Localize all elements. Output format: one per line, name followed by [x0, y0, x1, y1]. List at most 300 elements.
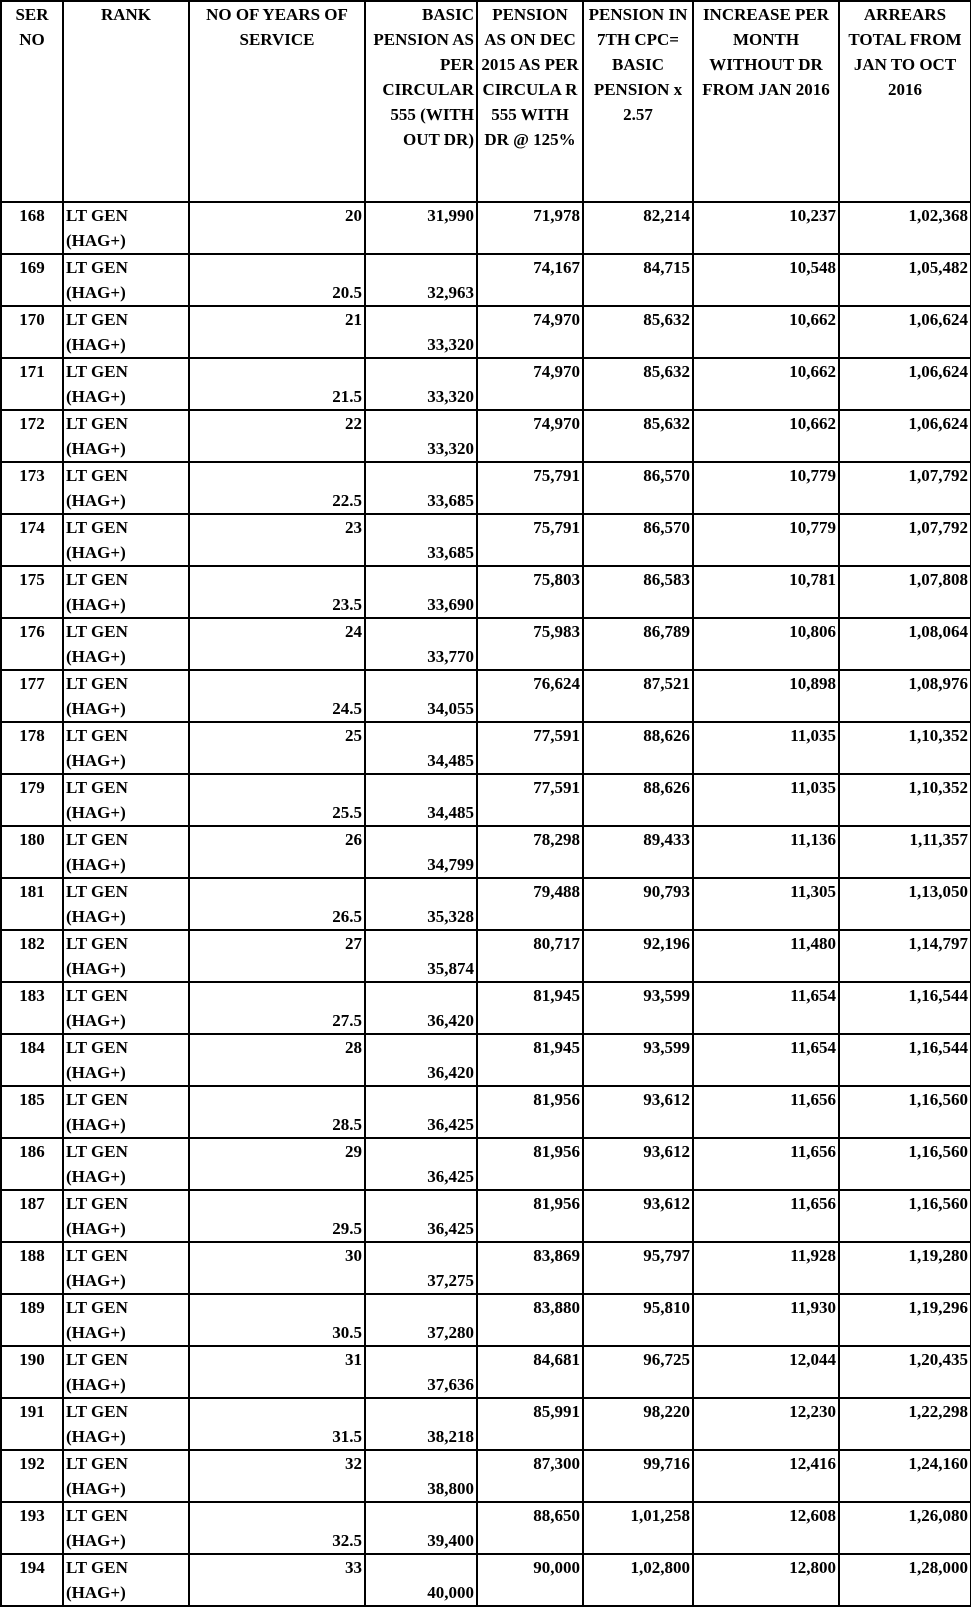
basic-pension-cell: 36,420 — [365, 982, 477, 1034]
pension-dec-2015-cell: 76,624 — [477, 670, 583, 722]
pension-dec-2015-cell: 84,681 — [477, 1346, 583, 1398]
ser-no-cell: 174 — [1, 514, 63, 566]
rank-line-1: LT GEN — [66, 882, 128, 901]
basic-pension-cell: 37,636 — [365, 1346, 477, 1398]
rank-cell — [63, 1190, 189, 1242]
arrears-total-cell: 1,24,160 — [839, 1450, 971, 1502]
ser-no-cell: 178 — [1, 722, 63, 774]
rank-line-1: LT GEN — [66, 622, 128, 641]
header-row — [1, 1, 971, 202]
ser-no-cell: 183 — [1, 982, 63, 1034]
increase-per-month-cell: 11,656 — [693, 1138, 839, 1190]
basic-pension-cell: 33,320 — [365, 306, 477, 358]
table-row — [1, 1242, 971, 1294]
rank-line-1: LT GEN — [66, 362, 128, 381]
ser-no-cell: 182 — [1, 930, 63, 982]
arrears-total-cell: 1,05,482 — [839, 254, 971, 306]
table-row — [1, 774, 971, 826]
increase-per-month-cell: 12,230 — [693, 1398, 839, 1450]
increase-per-month-cell: 11,654 — [693, 1034, 839, 1086]
rank-line-1: LT GEN — [66, 466, 128, 485]
header-basic-pension: BASIC PENSION AS PER CIRCULAR 555 (WITH OUT DR) — [365, 1, 477, 202]
table-row — [1, 358, 971, 410]
increase-per-month-cell: 11,930 — [693, 1294, 839, 1346]
rank-line-1: LT GEN — [66, 726, 128, 745]
rank-line-2: (HAG+) — [66, 1375, 126, 1394]
rank-line-1: LT GEN — [66, 674, 128, 693]
rank-line-2: (HAG+) — [66, 855, 126, 874]
pension-dec-2015-cell: 77,591 — [477, 774, 583, 826]
basic-pension-cell: 37,280 — [365, 1294, 477, 1346]
years-of-service-cell: 23 — [189, 514, 365, 566]
table-row — [1, 462, 971, 514]
basic-pension-cell: 31,990 — [365, 202, 477, 254]
basic-pension-cell: 37,275 — [365, 1242, 477, 1294]
rank-cell — [63, 1398, 189, 1450]
rank-cell — [63, 826, 189, 878]
rank-line-1: LT GEN — [66, 1558, 128, 1577]
table-row — [1, 1502, 971, 1554]
rank-line-1: LT GEN — [66, 778, 128, 797]
rank-line-2: (HAG+) — [66, 1271, 126, 1290]
pension-7th-cpc-cell: 93,599 — [583, 982, 693, 1034]
arrears-total-cell: 1,19,296 — [839, 1294, 971, 1346]
pension-dec-2015-cell: 87,300 — [477, 1450, 583, 1502]
years-of-service-cell: 21 — [189, 306, 365, 358]
rank-line-1: LT GEN — [66, 518, 128, 537]
rank-cell — [63, 878, 189, 930]
ser-no-cell: 192 — [1, 1450, 63, 1502]
rank-cell — [63, 982, 189, 1034]
table-row — [1, 1346, 971, 1398]
basic-pension-cell: 36,425 — [365, 1138, 477, 1190]
pension-7th-cpc-cell: 88,626 — [583, 774, 693, 826]
header-pension-dec-2015: PENSION AS ON DEC 2015 AS PER CIRCULA R 555 WITH DR @ 125% — [477, 1, 583, 202]
rank-cell — [63, 618, 189, 670]
rank-cell — [63, 306, 189, 358]
rank-cell — [63, 1086, 189, 1138]
increase-per-month-cell: 11,928 — [693, 1242, 839, 1294]
rank-line-1: LT GEN — [66, 986, 128, 1005]
pension-dec-2015-cell: 75,791 — [477, 514, 583, 566]
rank-cell — [63, 1554, 189, 1606]
table-row — [1, 514, 971, 566]
pension-dec-2015-cell: 81,956 — [477, 1138, 583, 1190]
pension-7th-cpc-cell: 86,583 — [583, 566, 693, 618]
pension-dec-2015-cell: 88,650 — [477, 1502, 583, 1554]
rank-line-1: LT GEN — [66, 310, 128, 329]
years-of-service-cell: 27.5 — [189, 982, 365, 1034]
ser-no-cell: 185 — [1, 1086, 63, 1138]
years-of-service-cell: 22.5 — [189, 462, 365, 514]
years-of-service-cell: 23.5 — [189, 566, 365, 618]
rank-cell — [63, 410, 189, 462]
increase-per-month-cell: 10,662 — [693, 410, 839, 462]
pension-7th-cpc-cell: 1,01,258 — [583, 1502, 693, 1554]
ser-no-cell: 186 — [1, 1138, 63, 1190]
pension-dec-2015-cell: 90,000 — [477, 1554, 583, 1606]
basic-pension-cell: 33,685 — [365, 514, 477, 566]
ser-no-cell: 175 — [1, 566, 63, 618]
ser-no-cell: 179 — [1, 774, 63, 826]
arrears-total-cell: 1,16,544 — [839, 982, 971, 1034]
years-of-service-cell: 31 — [189, 1346, 365, 1398]
ser-no-cell: 173 — [1, 462, 63, 514]
years-of-service-cell: 29.5 — [189, 1190, 365, 1242]
header-pension-7th-cpc: PENSION IN 7TH CPC= BASIC PENSION x 2.57 — [583, 1, 693, 202]
pension-7th-cpc-cell: 98,220 — [583, 1398, 693, 1450]
pension-7th-cpc-cell: 84,715 — [583, 254, 693, 306]
arrears-total-cell: 1,07,808 — [839, 566, 971, 618]
pension-dec-2015-cell: 71,978 — [477, 202, 583, 254]
rank-line-1: LT GEN — [66, 934, 128, 953]
increase-per-month-cell: 10,548 — [693, 254, 839, 306]
arrears-total-cell: 1,02,368 — [839, 202, 971, 254]
rank-line-1: LT GEN — [66, 1246, 128, 1265]
arrears-total-cell: 1,06,624 — [839, 306, 971, 358]
pension-7th-cpc-cell: 88,626 — [583, 722, 693, 774]
years-of-service-cell: 20.5 — [189, 254, 365, 306]
rank-cell — [63, 930, 189, 982]
rank-line-2: (HAG+) — [66, 699, 126, 718]
pension-7th-cpc-cell: 93,612 — [583, 1190, 693, 1242]
years-of-service-cell: 26 — [189, 826, 365, 878]
pension-dec-2015-cell: 77,591 — [477, 722, 583, 774]
pension-dec-2015-cell: 81,945 — [477, 982, 583, 1034]
years-of-service-cell: 28 — [189, 1034, 365, 1086]
header-increase-per-month: INCREASE PER MONTH WITHOUT DR FROM JAN 2016 — [693, 1, 839, 202]
rank-line-2: (HAG+) — [66, 387, 126, 406]
rank-cell — [63, 358, 189, 410]
arrears-total-cell: 1,07,792 — [839, 462, 971, 514]
rank-line-2: (HAG+) — [66, 803, 126, 822]
rank-cell — [63, 670, 189, 722]
ser-no-cell: 177 — [1, 670, 63, 722]
pension-7th-cpc-cell: 93,612 — [583, 1138, 693, 1190]
pension-7th-cpc-cell: 99,716 — [583, 1450, 693, 1502]
years-of-service-cell: 32 — [189, 1450, 365, 1502]
increase-per-month-cell: 11,654 — [693, 982, 839, 1034]
pension-dec-2015-cell: 74,970 — [477, 306, 583, 358]
ser-no-cell: 184 — [1, 1034, 63, 1086]
pension-7th-cpc-cell: 1,02,800 — [583, 1554, 693, 1606]
pension-dec-2015-cell: 79,488 — [477, 878, 583, 930]
pension-7th-cpc-cell: 89,433 — [583, 826, 693, 878]
rank-line-2: (HAG+) — [66, 231, 126, 250]
table-row — [1, 878, 971, 930]
basic-pension-cell: 32,963 — [365, 254, 477, 306]
rank-line-2: (HAG+) — [66, 335, 126, 354]
increase-per-month-cell: 11,305 — [693, 878, 839, 930]
pension-dec-2015-cell: 75,803 — [477, 566, 583, 618]
ser-no-cell: 193 — [1, 1502, 63, 1554]
table-row — [1, 1450, 971, 1502]
pension-7th-cpc-cell: 85,632 — [583, 410, 693, 462]
years-of-service-cell: 24.5 — [189, 670, 365, 722]
rank-line-1: LT GEN — [66, 1038, 128, 1057]
arrears-total-cell: 1,20,435 — [839, 1346, 971, 1398]
basic-pension-cell: 33,685 — [365, 462, 477, 514]
rank-line-2: (HAG+) — [66, 647, 126, 666]
rank-line-2: (HAG+) — [66, 1323, 126, 1342]
arrears-total-cell: 1,13,050 — [839, 878, 971, 930]
rank-line-2: (HAG+) — [66, 959, 126, 978]
arrears-total-cell: 1,10,352 — [839, 722, 971, 774]
rank-cell — [63, 774, 189, 826]
header-rank: RANK — [63, 1, 189, 202]
years-of-service-cell: 33 — [189, 1554, 365, 1606]
pension-7th-cpc-cell: 86,570 — [583, 462, 693, 514]
rank-cell — [63, 514, 189, 566]
arrears-total-cell: 1,16,544 — [839, 1034, 971, 1086]
basic-pension-cell: 33,770 — [365, 618, 477, 670]
rank-line-2: (HAG+) — [66, 595, 126, 614]
rank-line-1: LT GEN — [66, 414, 128, 433]
basic-pension-cell: 36,425 — [365, 1086, 477, 1138]
arrears-total-cell: 1,22,298 — [839, 1398, 971, 1450]
pension-7th-cpc-cell: 93,612 — [583, 1086, 693, 1138]
table-row — [1, 1190, 971, 1242]
years-of-service-cell: 25 — [189, 722, 365, 774]
increase-per-month-cell: 10,779 — [693, 514, 839, 566]
increase-per-month-cell: 12,608 — [693, 1502, 839, 1554]
table-row — [1, 930, 971, 982]
table-row — [1, 306, 971, 358]
table-row — [1, 1138, 971, 1190]
rank-cell — [63, 1242, 189, 1294]
ser-no-cell: 191 — [1, 1398, 63, 1450]
years-of-service-cell: 21.5 — [189, 358, 365, 410]
years-of-service-cell: 30.5 — [189, 1294, 365, 1346]
years-of-service-cell: 29 — [189, 1138, 365, 1190]
ser-no-cell: 169 — [1, 254, 63, 306]
rank-line-2: (HAG+) — [66, 751, 126, 770]
increase-per-month-cell: 11,480 — [693, 930, 839, 982]
basic-pension-cell: 34,055 — [365, 670, 477, 722]
basic-pension-cell: 39,400 — [365, 1502, 477, 1554]
ser-no-cell: 168 — [1, 202, 63, 254]
increase-per-month-cell: 10,237 — [693, 202, 839, 254]
pension-dec-2015-cell: 80,717 — [477, 930, 583, 982]
increase-per-month-cell: 10,779 — [693, 462, 839, 514]
ser-no-cell: 189 — [1, 1294, 63, 1346]
arrears-total-cell: 1,08,064 — [839, 618, 971, 670]
pension-7th-cpc-cell: 95,810 — [583, 1294, 693, 1346]
years-of-service-cell: 25.5 — [189, 774, 365, 826]
arrears-total-cell: 1,16,560 — [839, 1086, 971, 1138]
increase-per-month-cell: 10,898 — [693, 670, 839, 722]
rank-line-2: (HAG+) — [66, 1063, 126, 1082]
table-row — [1, 410, 971, 462]
table-row — [1, 1086, 971, 1138]
rank-cell — [63, 566, 189, 618]
arrears-total-cell: 1,16,560 — [839, 1190, 971, 1242]
basic-pension-cell: 38,218 — [365, 1398, 477, 1450]
rank-line-1: LT GEN — [66, 1506, 128, 1525]
ser-no-cell: 171 — [1, 358, 63, 410]
years-of-service-cell: 20 — [189, 202, 365, 254]
ser-no-cell: 180 — [1, 826, 63, 878]
increase-per-month-cell: 10,806 — [693, 618, 839, 670]
ser-no-cell: 194 — [1, 1554, 63, 1606]
increase-per-month-cell: 10,781 — [693, 566, 839, 618]
rank-line-1: LT GEN — [66, 570, 128, 589]
rank-line-2: (HAG+) — [66, 1583, 126, 1602]
pension-7th-cpc-cell: 87,521 — [583, 670, 693, 722]
rank-line-2: (HAG+) — [66, 439, 126, 458]
pension-dec-2015-cell: 81,945 — [477, 1034, 583, 1086]
rank-line-1: LT GEN — [66, 1402, 128, 1421]
increase-per-month-cell: 11,656 — [693, 1190, 839, 1242]
ser-no-cell: 188 — [1, 1242, 63, 1294]
increase-per-month-cell: 10,662 — [693, 306, 839, 358]
arrears-total-cell: 1,19,280 — [839, 1242, 971, 1294]
rank-cell — [63, 1450, 189, 1502]
arrears-total-cell: 1,26,080 — [839, 1502, 971, 1554]
rank-line-2: (HAG+) — [66, 907, 126, 926]
ser-no-cell: 181 — [1, 878, 63, 930]
table-row — [1, 722, 971, 774]
basic-pension-cell: 40,000 — [365, 1554, 477, 1606]
rank-cell — [63, 462, 189, 514]
pension-dec-2015-cell: 75,983 — [477, 618, 583, 670]
table-row — [1, 1554, 971, 1606]
basic-pension-cell: 36,420 — [365, 1034, 477, 1086]
rank-line-1: LT GEN — [66, 1090, 128, 1109]
rank-cell — [63, 202, 189, 254]
increase-per-month-cell: 12,044 — [693, 1346, 839, 1398]
basic-pension-cell: 35,874 — [365, 930, 477, 982]
rank-line-1: LT GEN — [66, 830, 128, 849]
arrears-total-cell: 1,11,357 — [839, 826, 971, 878]
rank-line-1: LT GEN — [66, 1350, 128, 1369]
rank-line-1: LT GEN — [66, 1454, 128, 1473]
years-of-service-cell: 26.5 — [189, 878, 365, 930]
years-of-service-cell: 24 — [189, 618, 365, 670]
rank-line-2: (HAG+) — [66, 1167, 126, 1186]
basic-pension-cell: 35,328 — [365, 878, 477, 930]
table-row — [1, 566, 971, 618]
pension-7th-cpc-cell: 85,632 — [583, 358, 693, 410]
table-body — [1, 202, 971, 1606]
rank-line-1: LT GEN — [66, 1142, 128, 1161]
pension-dec-2015-cell: 85,991 — [477, 1398, 583, 1450]
pension-7th-cpc-cell: 96,725 — [583, 1346, 693, 1398]
increase-per-month-cell: 11,035 — [693, 774, 839, 826]
pension-7th-cpc-cell: 92,196 — [583, 930, 693, 982]
years-of-service-cell: 27 — [189, 930, 365, 982]
pension-dec-2015-cell: 74,167 — [477, 254, 583, 306]
pension-7th-cpc-cell: 95,797 — [583, 1242, 693, 1294]
increase-per-month-cell: 11,035 — [693, 722, 839, 774]
ser-no-cell: 187 — [1, 1190, 63, 1242]
basic-pension-cell: 33,320 — [365, 410, 477, 462]
rank-line-2: (HAG+) — [66, 543, 126, 562]
arrears-total-cell: 1,08,976 — [839, 670, 971, 722]
rank-line-1: LT GEN — [66, 258, 128, 277]
rank-line-2: (HAG+) — [66, 491, 126, 510]
table-row — [1, 1034, 971, 1086]
header-arrears-total: ARREARS TOTAL FROM JAN TO OCT 2016 — [839, 1, 971, 202]
table-row — [1, 670, 971, 722]
increase-per-month-cell: 10,662 — [693, 358, 839, 410]
rank-line-2: (HAG+) — [66, 1011, 126, 1030]
rank-cell — [63, 1346, 189, 1398]
rank-cell — [63, 1294, 189, 1346]
pension-dec-2015-cell: 83,869 — [477, 1242, 583, 1294]
increase-per-month-cell: 11,656 — [693, 1086, 839, 1138]
arrears-total-cell: 1,10,352 — [839, 774, 971, 826]
rank-line-2: (HAG+) — [66, 1115, 126, 1134]
rank-line-2: (HAG+) — [66, 1531, 126, 1550]
ser-no-cell: 170 — [1, 306, 63, 358]
rank-cell — [63, 254, 189, 306]
basic-pension-cell: 33,320 — [365, 358, 477, 410]
pension-7th-cpc-cell: 86,789 — [583, 618, 693, 670]
years-of-service-cell: 31.5 — [189, 1398, 365, 1450]
table-row — [1, 1398, 971, 1450]
rank-cell — [63, 1502, 189, 1554]
ser-no-cell: 176 — [1, 618, 63, 670]
rank-line-1: LT GEN — [66, 206, 128, 225]
years-of-service-cell: 28.5 — [189, 1086, 365, 1138]
pension-dec-2015-cell: 83,880 — [477, 1294, 583, 1346]
table-row — [1, 1294, 971, 1346]
arrears-total-cell: 1,14,797 — [839, 930, 971, 982]
basic-pension-cell: 34,485 — [365, 722, 477, 774]
pension-dec-2015-cell: 74,970 — [477, 358, 583, 410]
pension-7th-cpc-cell: 86,570 — [583, 514, 693, 566]
increase-per-month-cell: 12,416 — [693, 1450, 839, 1502]
header-years-of-service: NO OF YEARS OF SERVICE — [189, 1, 365, 202]
years-of-service-cell: 32.5 — [189, 1502, 365, 1554]
arrears-total-cell: 1,06,624 — [839, 410, 971, 462]
pension-7th-cpc-cell: 93,599 — [583, 1034, 693, 1086]
pension-dec-2015-cell: 75,791 — [477, 462, 583, 514]
pension-dec-2015-cell: 81,956 — [477, 1086, 583, 1138]
basic-pension-cell: 33,690 — [365, 566, 477, 618]
rank-cell — [63, 722, 189, 774]
table-row — [1, 202, 971, 254]
table-row — [1, 254, 971, 306]
pension-7th-cpc-cell: 90,793 — [583, 878, 693, 930]
years-of-service-cell: 22 — [189, 410, 365, 462]
basic-pension-cell: 38,800 — [365, 1450, 477, 1502]
basic-pension-cell: 34,485 — [365, 774, 477, 826]
arrears-total-cell: 1,07,792 — [839, 514, 971, 566]
ser-no-cell: 172 — [1, 410, 63, 462]
rank-line-2: (HAG+) — [66, 1219, 126, 1238]
rank-line-1: LT GEN — [66, 1298, 128, 1317]
arrears-total-cell: 1,16,560 — [839, 1138, 971, 1190]
pension-dec-2015-cell: 78,298 — [477, 826, 583, 878]
rank-line-2: (HAG+) — [66, 1479, 126, 1498]
basic-pension-cell: 36,425 — [365, 1190, 477, 1242]
basic-pension-cell: 34,799 — [365, 826, 477, 878]
rank-cell — [63, 1034, 189, 1086]
years-of-service-cell: 30 — [189, 1242, 365, 1294]
pension-7th-cpc-cell: 85,632 — [583, 306, 693, 358]
rank-line-2: (HAG+) — [66, 1427, 126, 1446]
pension-dec-2015-cell: 81,956 — [477, 1190, 583, 1242]
rank-cell — [63, 1138, 189, 1190]
table-row — [1, 982, 971, 1034]
header-ser-no: SER NO — [1, 1, 63, 202]
increase-per-month-cell: 12,800 — [693, 1554, 839, 1606]
ser-no-cell: 190 — [1, 1346, 63, 1398]
rank-line-2: (HAG+) — [66, 283, 126, 302]
pension-7th-cpc-cell: 82,214 — [583, 202, 693, 254]
